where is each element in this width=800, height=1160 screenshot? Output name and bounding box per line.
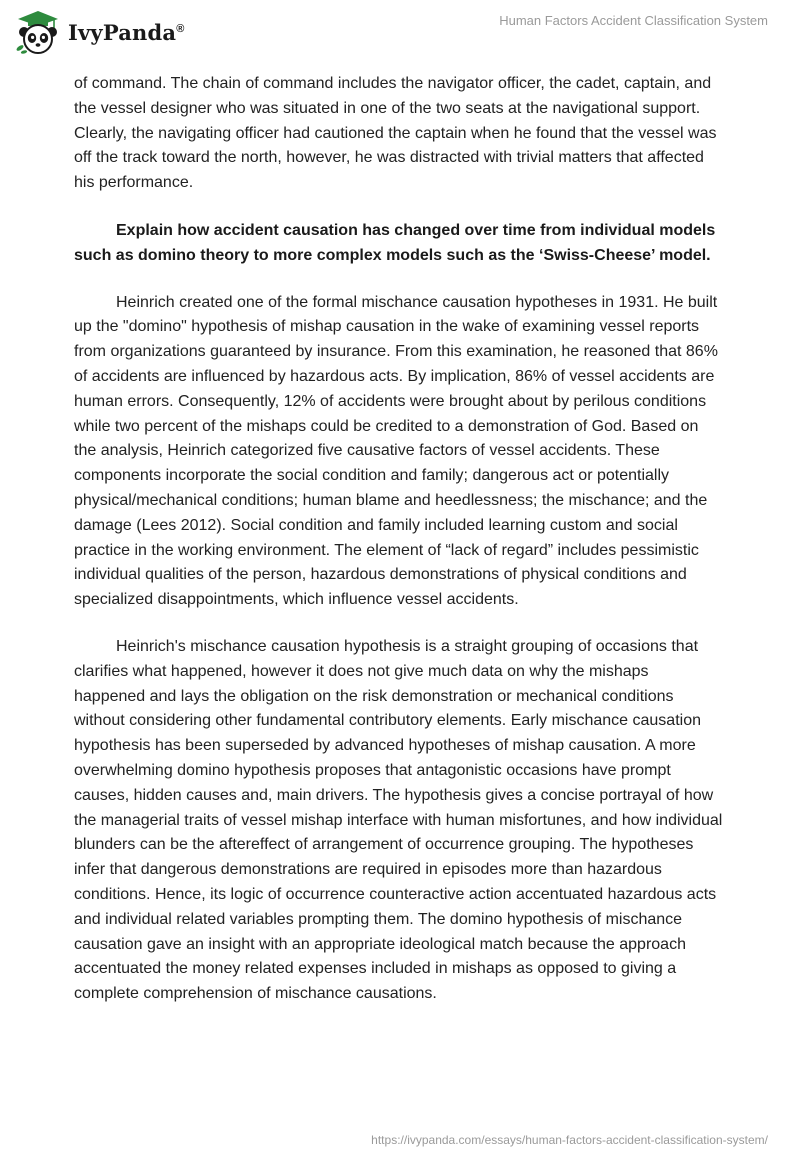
paragraph-heinrich-domino: Heinrich created one of the formal mischance causation hypotheses in 1931. He built up the "domino" hypothesis of mishap causation in the wake of examining vessel reports from organizations guaranteed by insurance. From this examination, he reasoned that 86% of accidents are influenced by hazardous acts. By implication, 86% of vessel accidents are human errors. Consequently, 12% of accidents were brought about by perilous conditions while two percent of the mishaps could be credited to a demonstration of God. Based on the analysis, Heinrich categorized five causative factors of vessel accidents. These components incorporate the social condition and family; dangerous act or potentially physical/mechanical conditions; human blame and heedlessness; the mischance; and the damage (Lees 2012). Social condition and family included learning custom and social practice in the working environment. The element of “lack of regard” includes pessimistic individual qualities of the person, hazardous demonstrations of physical conditions and specialized disappointments, which influence vessel accidents. <box>74 293 718 609</box>
source-url[interactable]: https://ivypanda.com/essays/human-factors-accident-classification-system/ <box>371 1133 768 1147</box>
paragraph-heinrich-critique: Heinrich's mischance causation hypothesis is a straight grouping of occasions that clarifies what happened, however it does not give much data on why the mishaps happened and lays the obligation on the risk demonstration or mechanical conditions without considering other fundamental contributory elements. Early mischance causation hypothesis has been superseded by advanced hypotheses of mishap causation. A more overwhelming domino hypothesis proposes that antagonistic occasions have prompt causes, hidden causes and, main drivers. The hypothesis gives a concise portrayal of how the managerial traits of vessel mishap interface with human misfortunes, and how individual blunders can be the aftereffect of arrangement of occurrence grouping. The hypotheses infer that dangerous demonstrations are required in episodes more than hazardous conditions. Hence, its logic of occurrence counteractive action accentuated hazardous acts and individual related variables prompting them. The domino hypothesis of mischance causation gave an insight with an appropriate ideological match because the approach accentuated the money related expenses included in mishaps as opposed to giving a complete comprehension of mischance causations. <box>74 637 723 1003</box>
panda-mascot-icon <box>14 8 62 56</box>
page-header <box>0 0 800 72</box>
brand-logo[interactable] <box>14 8 185 56</box>
brand-text: IvyPanda <box>68 19 177 45</box>
brand-name <box>68 20 185 45</box>
paragraph-continuation: of command. The chain of command includes the navigator officer, the cadet, captain, and the vessel designer who was situated in one of the two seats at the navigational support. Clearly, the navigating officer had cautioned the captain when he found that the vessel was off the track toward the north, however, he was distracted with trivial matters that affected his performance. <box>74 75 717 192</box>
registered-mark: ® <box>176 22 185 35</box>
essay-body <box>74 72 724 1029</box>
section-question-heading: Explain how accident causation has changed over time from individual models such as domino theory to more complex models such as the ‘Swiss-Cheese’ model. <box>74 221 716 264</box>
document-title: Human Factors Accident Classification System <box>499 13 768 28</box>
